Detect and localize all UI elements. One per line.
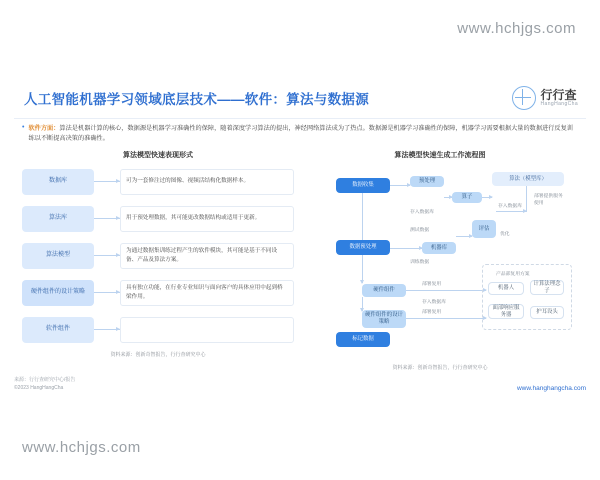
node-machine-library: 机器库 — [422, 242, 456, 254]
flow-line — [406, 318, 486, 319]
chip-label: 算法模型 — [22, 243, 94, 269]
panels — [22, 150, 578, 371]
list-item — [22, 277, 294, 308]
flow-diagram — [302, 166, 578, 358]
list-item — [22, 240, 294, 271]
source-note: 资料来源：创新奇智报告，行行查研究中心 — [392, 365, 488, 371]
logo-subtitle: HangHangCha — [540, 100, 578, 107]
flow-line — [406, 290, 486, 291]
flow-line — [526, 186, 527, 212]
page-title: 人工智能机器学习领域底层技术——软件：算法与数据源 — [24, 92, 369, 107]
flow-line — [362, 255, 363, 283]
intro-paragraph — [22, 124, 578, 143]
flow-line — [496, 211, 526, 212]
edge-label: 存入数据库 — [410, 210, 434, 215]
logo-title: 行行查 — [540, 88, 577, 103]
arrow-icon — [94, 181, 120, 182]
node-hardware-design-strategy: 硬件组件的设计策略 — [362, 310, 406, 328]
flow-line — [390, 248, 422, 249]
arrow-icon — [94, 255, 120, 256]
arrow-icon — [94, 218, 120, 219]
panel-right-heading: 算法模型快速生成工作流程图 — [394, 152, 486, 159]
flow-line — [362, 193, 363, 240]
group-label: 产品部复用方案 — [496, 272, 530, 277]
edge-label: 存入数据库 — [422, 300, 446, 305]
flow-line — [362, 297, 363, 311]
slide-header — [14, 84, 586, 119]
brand-logo — [512, 86, 578, 110]
watermark-bottom: www.hchjgs.com — [16, 437, 147, 458]
panel-left — [22, 150, 294, 360]
panel-right — [302, 150, 578, 371]
list-item-desc: 可为一套修注过的图像、视频活结构化数据样本。 — [120, 169, 294, 195]
footer-line-2: ©2023 HangHangCha — [14, 384, 64, 391]
intro-tag: 软件方面： — [28, 125, 60, 132]
flow-line — [482, 197, 492, 198]
node-data-preprocess: 数据预处理 — [336, 240, 390, 255]
node-labeled-data: 标记数据 — [336, 332, 390, 347]
footer-url[interactable]: www.hanghangcha.com — [516, 385, 586, 392]
edge-label: 训练数据 — [410, 260, 430, 265]
arrow-icon — [94, 329, 120, 330]
footer-credit — [14, 377, 75, 392]
edge-label: 存入数据库 — [498, 204, 522, 209]
node-response-server: 面部响应服务器 — [488, 304, 524, 319]
list-item-desc: 具有独立功能，在行业专业知识与面向客户的具体应用中起到桥梁作用。 — [120, 280, 294, 306]
watermark-top: www.hchjgs.com — [451, 18, 582, 39]
chip-label: 数据库 — [22, 169, 94, 195]
source-note: 资料来源：创新奇智报告，行行查研究中心 — [110, 352, 206, 358]
edge-label: 测试数据 — [410, 228, 430, 233]
chip-label: 硬件组件的设计策略 — [22, 280, 94, 306]
node-evaluation: 评估 — [472, 220, 496, 238]
list-item-desc — [120, 317, 294, 343]
arrow-icon — [94, 292, 120, 293]
list-item-desc: 用于预处理数据，其可能更改数据结构或适用于更新。 — [120, 206, 294, 232]
bullet-icon: • — [22, 124, 25, 131]
intro-text: 算法是机器计算的核心，数据源是机器学习准确性的保障，随着深度学习算法的提出，神经网络算法成为了热点。数据源是机器学习准确性的保障，机器学习需要根据大量的数据进行反复训练以不断提高决策的准确性。 — [28, 125, 573, 142]
node-preprocess: 预处理 — [410, 176, 444, 187]
node-headset: 护耳设头 — [530, 306, 564, 319]
node-compute-module: 计算法理念子 — [530, 280, 564, 295]
flow-line — [390, 185, 410, 186]
globe-icon — [512, 86, 536, 110]
slide-footer — [14, 377, 586, 392]
node-operator: 算子 — [452, 192, 482, 203]
edge-label: 部署提供服务使用 — [534, 194, 563, 206]
node-robot: 机器人 — [488, 282, 524, 295]
flow-line — [444, 197, 452, 198]
edge-label: 部署复用 — [422, 282, 442, 287]
footer-line-1: 来源：行行查研究中心/报告 — [14, 377, 76, 383]
list-item — [22, 314, 294, 345]
chip-label: 算法库 — [22, 206, 94, 232]
edge-label: 部署复用 — [422, 310, 442, 315]
node-hardware-component: 硬件组件 — [362, 284, 406, 297]
slide — [14, 84, 586, 384]
list-item — [22, 203, 294, 234]
chip-label: 软件组件 — [22, 317, 94, 343]
list-item-desc: 为通过数据集训练过程产生的软件模块，其可能是基于不同设备、产品及算法方案。 — [120, 243, 294, 269]
node-algorithm-model-library: 算法（模型库） — [492, 172, 564, 186]
flow-line — [456, 236, 472, 237]
edge-label: 优化 — [500, 232, 510, 237]
list-item — [22, 166, 294, 197]
node-data-collection: 数据收集 — [336, 178, 390, 193]
panel-left-heading: 算法模型快速表现形式 — [123, 152, 193, 159]
